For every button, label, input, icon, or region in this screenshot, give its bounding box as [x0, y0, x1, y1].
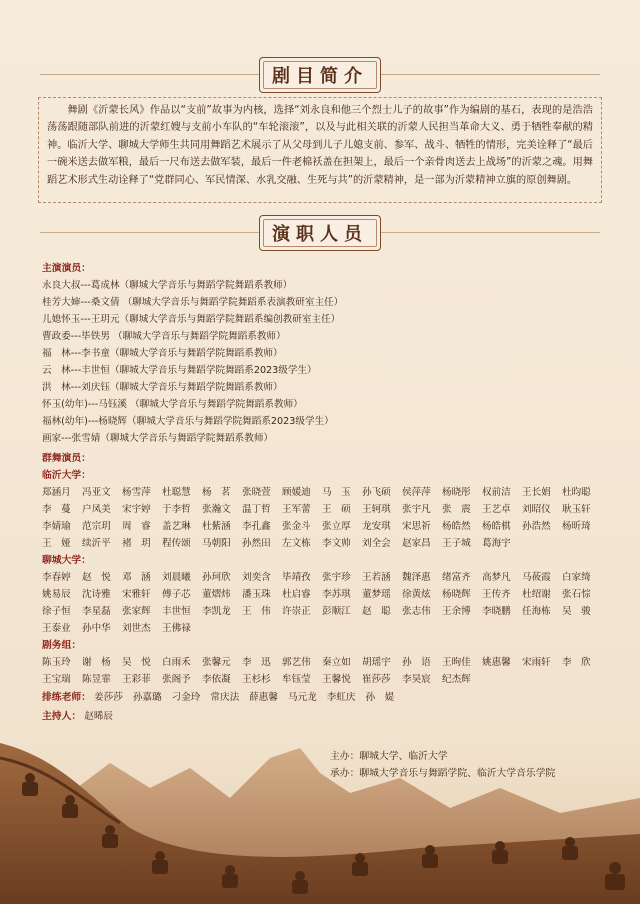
cast-name: 吴 骏 — [562, 606, 591, 617]
cast-name: 邓 涵 — [122, 572, 151, 583]
cast-name: 张金斗 — [282, 521, 311, 532]
lead-cast-line: 云 林---丰世恒（聊城大学音乐与舞蹈学院舞蹈系2023级学生） — [42, 365, 317, 376]
rehearsal-teacher-name: 马元龙 — [287, 692, 317, 703]
lead-cast-line: 曹政委---毕铁男 （聊城大学音乐与舞蹈学院舞蹈系教师） — [42, 331, 286, 342]
cast-name: 陈昱霏 — [82, 674, 111, 685]
lead-cast-line: 儿媳怀玉---王玥元（聊城大学音乐与舞蹈学院舞蹈系编创教研室主任） — [42, 314, 341, 325]
cast-name: 李婧瑜 — [42, 521, 71, 532]
cast-name: 李文帅 — [322, 538, 351, 549]
cast-name: 程传颂 — [162, 538, 191, 549]
cast-name: 王长娟 — [522, 487, 551, 498]
cast-name: 张立厚 — [322, 521, 351, 532]
cast-name: 冯亚文 — [82, 487, 111, 498]
cast-name: 张宇凡 — [402, 504, 431, 515]
cast-name: 刘晨曦 — [162, 572, 191, 583]
cast-name: 宋雅轩 — [122, 589, 151, 600]
synopsis-title — [259, 57, 381, 93]
cast-name: 王馨悦 — [322, 674, 351, 685]
cast-name: 彭顺江 — [322, 606, 351, 617]
cast-name: 续沂平 — [82, 538, 111, 549]
cast-name: 王轲琪 — [362, 504, 391, 515]
cast-name: 赵家昌 — [402, 538, 431, 549]
rehearsal-teacher-name: 孙嘉璐 — [132, 692, 162, 703]
cast-name: 李 迅 — [242, 657, 271, 668]
linyi-heading: 临沂大学： — [42, 470, 91, 481]
cast-name: 李孔鑫 — [242, 521, 271, 532]
liaocheng-heading: 聊城大学： — [42, 555, 91, 566]
cast-name: 董熠炜 — [202, 589, 231, 600]
cast-name: 王昫佳 — [442, 657, 471, 668]
cast-name: 张志伟 — [402, 606, 431, 617]
cast-name: 王宝瑞 — [42, 674, 71, 685]
leads-list — [42, 277, 610, 447]
cast-name: 张 震 — [442, 504, 471, 515]
cast-name: 董梦瑶 — [362, 589, 391, 600]
cast-name: 王佛禄 — [162, 623, 191, 634]
cast-name: 傅子芯 — [162, 589, 191, 600]
cast-name: 杨皓然 — [442, 521, 471, 532]
cast-name: 赵 聪 — [362, 606, 391, 617]
cast-name: 张瀚文 — [202, 504, 231, 515]
cast-name: 刘昭仪 — [522, 504, 551, 515]
cast-name: 张晓萱 — [242, 487, 271, 498]
cast-name: 杨晓辉 — [442, 589, 471, 600]
leads-heading: 主演演员： — [42, 263, 91, 274]
cast-name: 白雨禾 — [162, 657, 191, 668]
cast-name: 徐子恒 — [42, 606, 71, 617]
cast-name: 杜聪慧 — [162, 487, 191, 498]
lead-cast-line: 洪 林---刘庆钰（聊城大学音乐与舞蹈学院舞蹈系教师） — [42, 382, 283, 393]
cast-name: 崔莎莎 — [362, 674, 391, 685]
synopsis-text: 舞剧《沂蒙长风》作品以“支前”故事为内核，选择“刘永良和他三个烈士儿子的故事”作为编剧的基石，表现的是浩浩荡荡跟随部队前进的沂蒙红嫂与支前小车队的“车轮滚滚”，以及与此相关联的沂蒙人民担当革命大义、勇于牺牲奉献的精神。临沂大学、聊城大学师生共同用舞蹈艺术展示了从父母到儿子儿媳支前、参军、战斗、牺牲的情形，完美诠释了“最后一碗米送去做军粮，最后一尺布送去做军装，最后一件老棉袄盖在担架上，最后一个亲骨肉送去上战场”的沂蒙之魂。用舞蹈艺术形式生动诠释了“党群同心、军民情深、水乳交融、生死与共”的沂蒙精神，是一部为沂蒙精神立旗的原创舞剧。 — [47, 105, 593, 186]
cast-name: 刘世杰 — [122, 623, 151, 634]
cast-name: 周 睿 — [122, 521, 151, 532]
cast-name: 孙珂欣 — [202, 572, 231, 583]
cast-name: 王传齐 — [482, 589, 511, 600]
cast-name: 王 娅 — [42, 538, 71, 549]
rehearsal-teacher-name: 刁金玲 — [171, 692, 201, 703]
cast-name: 李 蔓 — [42, 504, 71, 515]
cast-name: 权前洁 — [482, 487, 511, 498]
ensemble-heading: 群舞演员： — [42, 453, 91, 464]
cast-name: 王子城 — [442, 538, 471, 549]
cast-name: 宋思祈 — [402, 521, 431, 532]
cast-name: 李晓鹏 — [482, 606, 511, 617]
cast-name: 户凤美 — [82, 504, 111, 515]
cast-name: 纪杰辉 — [442, 674, 471, 685]
cast-name: 李 欣 — [562, 657, 591, 668]
rehearsal-teacher-name: 孙 媞 — [365, 692, 395, 703]
title-rule-left-2 — [40, 232, 260, 233]
cast-name: 姚易辰 — [42, 589, 71, 600]
cast-name: 孙浩然 — [522, 521, 551, 532]
cast-name: 郑涵月 — [42, 487, 71, 498]
cast-name: 王 硕 — [322, 504, 351, 515]
leads-section — [42, 260, 610, 447]
organizer-line: 主办：聊城大学、临沂大学 — [330, 751, 448, 762]
cast-name: 绪富齐 — [442, 572, 471, 583]
cast-name: 王军蕾 — [282, 504, 311, 515]
cast-name: 吴 悦 — [122, 657, 151, 668]
cast-name: 李昊宸 — [402, 674, 431, 685]
cast-name: 顾媛迪 — [282, 487, 311, 498]
cast-name: 盖艺琳 — [162, 521, 191, 532]
host-row — [42, 707, 610, 726]
lead-cast-line: 桂芳大婶---桑文倩 （聊城大学音乐与舞蹈学院舞蹈系表演教研室主任） — [42, 297, 344, 308]
cast-name: 温丁哲 — [242, 504, 271, 515]
cast-name: 王若涵 — [362, 572, 391, 583]
rehearsal-teacher-name: 薛惠馨 — [249, 692, 278, 703]
rehearsal-teacher-name: 常庆法 — [210, 692, 240, 703]
cast-name: 范宗玥 — [82, 521, 111, 532]
cast-name: 牟钰莹 — [282, 674, 311, 685]
title-rule-right — [380, 74, 600, 75]
lead-cast-line: 怀玉(幼年)---马钰溪 （聊城大学音乐与舞蹈学院舞蹈系教师） — [42, 399, 303, 410]
cast-name: 胡瑶宇 — [362, 657, 391, 668]
cast-name: 毕靖孜 — [282, 572, 311, 583]
cast-name: 谢 杨 — [82, 657, 111, 668]
cast-name: 刘奕含 — [242, 572, 271, 583]
cast-name: 白家绮 — [562, 572, 591, 583]
cast-name: 李苏琪 — [322, 589, 351, 600]
cast-name: 李星磊 — [82, 606, 111, 617]
rehearsal-heading: 排练老师： — [42, 692, 91, 703]
ensemble-section — [42, 450, 610, 726]
rehearsal-row — [42, 688, 610, 707]
cast-name: 左文栋 — [282, 538, 311, 549]
troupe-heading: 剧务组： — [42, 640, 82, 651]
lead-cast-line: 福 林---李书童（聊城大学音乐与舞蹈学院舞蹈系教师） — [42, 348, 283, 359]
cast-name: 褚 玥 — [122, 538, 151, 549]
cast-name: 李凯龙 — [202, 606, 231, 617]
cast-name: 王艺卓 — [482, 504, 511, 515]
cast-name: 王杉杉 — [242, 674, 271, 685]
cast-name: 沈诗雅 — [82, 589, 111, 600]
cast-name: 潘玉珠 — [242, 589, 271, 600]
cast-name: 许崇正 — [282, 606, 311, 617]
cast-name: 宋宇婷 — [122, 504, 151, 515]
cast-name: 于李哲 — [162, 504, 191, 515]
cast-name: 杜启睿 — [282, 589, 311, 600]
cast-name: 高梦凡 — [482, 572, 511, 583]
cast-name: 杨皓棋 — [482, 521, 511, 532]
troupe-names — [42, 654, 610, 688]
cast-name: 张馨元 — [202, 657, 231, 668]
linyi-names — [42, 484, 610, 552]
cast-name: 孙飞硕 — [362, 487, 391, 498]
cast-name: 赵 悦 — [82, 572, 111, 583]
cast-name: 王泰业 — [42, 623, 71, 634]
cast-name: 马 玉 — [322, 487, 351, 498]
cast-name: 孙然田 — [242, 538, 271, 549]
rehearsal-teacher-name: 李虹庆 — [326, 692, 356, 703]
cast-name: 任海栋 — [522, 606, 551, 617]
cast-name: 杜绍谢 — [522, 589, 551, 600]
cast-name: 马朝阳 — [202, 538, 231, 549]
cast-name: 王彩菲 — [122, 674, 151, 685]
undertaker-line: 承办：聊城大学音乐与舞蹈学院、临沂大学音乐学院 — [330, 768, 556, 779]
cast-name: 杨 茗 — [202, 487, 231, 498]
cast-name: 杨晓彤 — [442, 487, 471, 498]
cast-name: 杨昕琦 — [562, 521, 591, 532]
cast-title-text: 演职人员 — [272, 224, 368, 245]
rehearsal-names — [94, 692, 404, 703]
cast-name: 侯萍萍 — [402, 487, 431, 498]
cast-title — [259, 215, 381, 251]
cast-name: 李春婷 — [42, 572, 71, 583]
title-rule-right-2 — [380, 232, 600, 233]
cast-name: 郭艺伟 — [282, 657, 311, 668]
cast-name: 龙安琪 — [362, 521, 391, 532]
cast-name: 魏泽惠 — [402, 572, 431, 583]
cast-name: 王余博 — [442, 606, 471, 617]
cast-name: 李依凝 — [202, 674, 231, 685]
cast-name: 张家辉 — [122, 606, 151, 617]
cast-name: 秦立如 — [322, 657, 351, 668]
cast-name: 刘全会 — [362, 538, 391, 549]
rehearsal-teacher-name: 姜莎莎 — [94, 692, 123, 703]
synopsis-box — [38, 97, 602, 203]
cast-name: 宋雨轩 — [522, 657, 551, 668]
cast-name: 葛海宇 — [482, 538, 511, 549]
synopsis-title-text: 剧目简介 — [272, 66, 368, 87]
title-rule-left — [40, 74, 260, 75]
cast-name: 姚惠馨 — [482, 657, 511, 668]
cast-name: 杨雪萍 — [122, 487, 151, 498]
cast-name: 张宇珍 — [322, 572, 351, 583]
cast-name: 张阁予 — [162, 674, 191, 685]
cast-name: 陈玉玲 — [42, 657, 71, 668]
cast-name: 杜昀聪 — [562, 487, 591, 498]
cast-name: 徐黄炫 — [402, 589, 431, 600]
host-heading: 主持人： — [42, 711, 82, 722]
liaocheng-names — [42, 569, 610, 637]
cast-name: 王 伟 — [242, 606, 271, 617]
cast-name: 丰世恒 — [162, 606, 191, 617]
cast-name: 孙 语 — [402, 657, 431, 668]
sponsor-block — [330, 748, 555, 782]
lead-cast-line: 永良大叔---葛成林（聊城大学音乐与舞蹈学院舞蹈系教师） — [42, 280, 293, 291]
lead-cast-line: 福林(幼年)---杨晓辉（聊城大学音乐与舞蹈学院舞蹈系2023级学生） — [42, 416, 334, 427]
lead-cast-line: 画家---张雪婧（聊城大学音乐与舞蹈学院舞蹈系教师） — [42, 433, 274, 444]
host-name: 赵晞辰 — [84, 711, 114, 722]
cast-name: 张石悰 — [562, 589, 591, 600]
cast-name: 杜紫涵 — [202, 521, 231, 532]
cast-name: 耿玉轩 — [562, 504, 591, 515]
cast-name: 孙中华 — [82, 623, 111, 634]
cast-name: 马莜霞 — [522, 572, 551, 583]
